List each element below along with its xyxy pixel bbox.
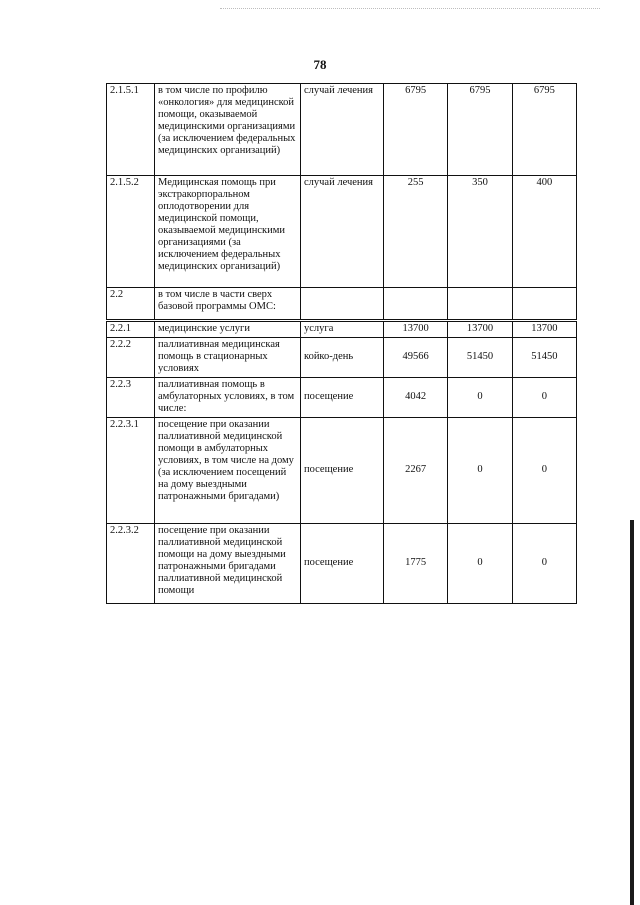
row-value-2: 350 (448, 176, 512, 288)
row-unit: посещение (301, 524, 384, 604)
row-name: в том числе в части сверх базовой программы ОМС: (155, 288, 301, 321)
table-row (107, 288, 577, 321)
row-value-2: 0 (448, 378, 512, 418)
row-name: паллиативная помощь в амбулаторных условиях, в том числе: (155, 378, 301, 418)
row-value-3: 13700 (512, 321, 576, 338)
row-value-1: 13700 (384, 321, 448, 338)
data-table (106, 83, 577, 604)
table-row (107, 84, 577, 176)
row-name: медицинские услуги (155, 321, 301, 338)
row-value-1: 2267 (384, 418, 448, 524)
row-value-2: 6795 (448, 84, 512, 176)
page-number: 78 (313, 57, 327, 72)
row-name: посещение при оказании паллиативной медицинской помощи на дому выездными патронажными бригадами паллиативной медицинской помощи (155, 524, 301, 604)
row-code: 2.2.3.1 (107, 418, 155, 524)
row-value-2 (448, 288, 512, 321)
row-name: Медицинская помощь при экстракорпоральном оплодотворении для медицинской помощи, оказываемой медицинскими организациями (за исключением федеральных медицинских организаций) (155, 176, 301, 288)
row-value-3 (512, 288, 576, 321)
row-value-3: 6795 (512, 84, 576, 176)
row-unit: койко-день (301, 338, 384, 378)
row-value-3: 0 (512, 418, 576, 524)
row-value-1: 49566 (384, 338, 448, 378)
table-row (107, 418, 577, 524)
row-value-3: 400 (512, 176, 576, 288)
row-name: паллиативная медицинская помощь в стационарных условиях (155, 338, 301, 378)
row-value-2: 13700 (448, 321, 512, 338)
row-code: 2.1.5.2 (107, 176, 155, 288)
row-unit: посещение (301, 418, 384, 524)
scan-artifact (220, 8, 600, 13)
row-value-3: 0 (512, 378, 576, 418)
row-code: 2.1.5.1 (107, 84, 155, 176)
row-value-1: 255 (384, 176, 448, 288)
table-row (107, 338, 577, 378)
row-code: 2.2.2 (107, 338, 155, 378)
row-code: 2.2.3.2 (107, 524, 155, 604)
table-row (107, 378, 577, 418)
scan-edge-shadow (630, 520, 634, 905)
row-unit: случай лечения (301, 176, 384, 288)
row-unit (301, 288, 384, 321)
row-unit: услуга (301, 321, 384, 338)
table-row (107, 524, 577, 604)
row-value-2: 51450 (448, 338, 512, 378)
row-name: в том числе по профилю «онкология» для медицинской помощи, оказываемой медицинскими организациями (за исключением федеральных медицинских организаций) (155, 84, 301, 176)
row-unit: случай лечения (301, 84, 384, 176)
row-unit: посещение (301, 378, 384, 418)
row-value-1 (384, 288, 448, 321)
row-value-2: 0 (448, 418, 512, 524)
row-value-3: 51450 (512, 338, 576, 378)
row-value-1: 4042 (384, 378, 448, 418)
row-code: 2.2.1 (107, 321, 155, 338)
row-value-1: 6795 (384, 84, 448, 176)
row-name: посещение при оказании паллиативной медицинской помощи в амбулаторных условиях, в том числе на дому (за исключением посещений на дому выездными патронажными бригадами) (155, 418, 301, 524)
row-value-2: 0 (448, 524, 512, 604)
row-value-3: 0 (512, 524, 576, 604)
row-code: 2.2.3 (107, 378, 155, 418)
table-row (107, 176, 577, 288)
row-code: 2.2 (107, 288, 155, 321)
row-value-1: 1775 (384, 524, 448, 604)
table-row (107, 321, 577, 338)
